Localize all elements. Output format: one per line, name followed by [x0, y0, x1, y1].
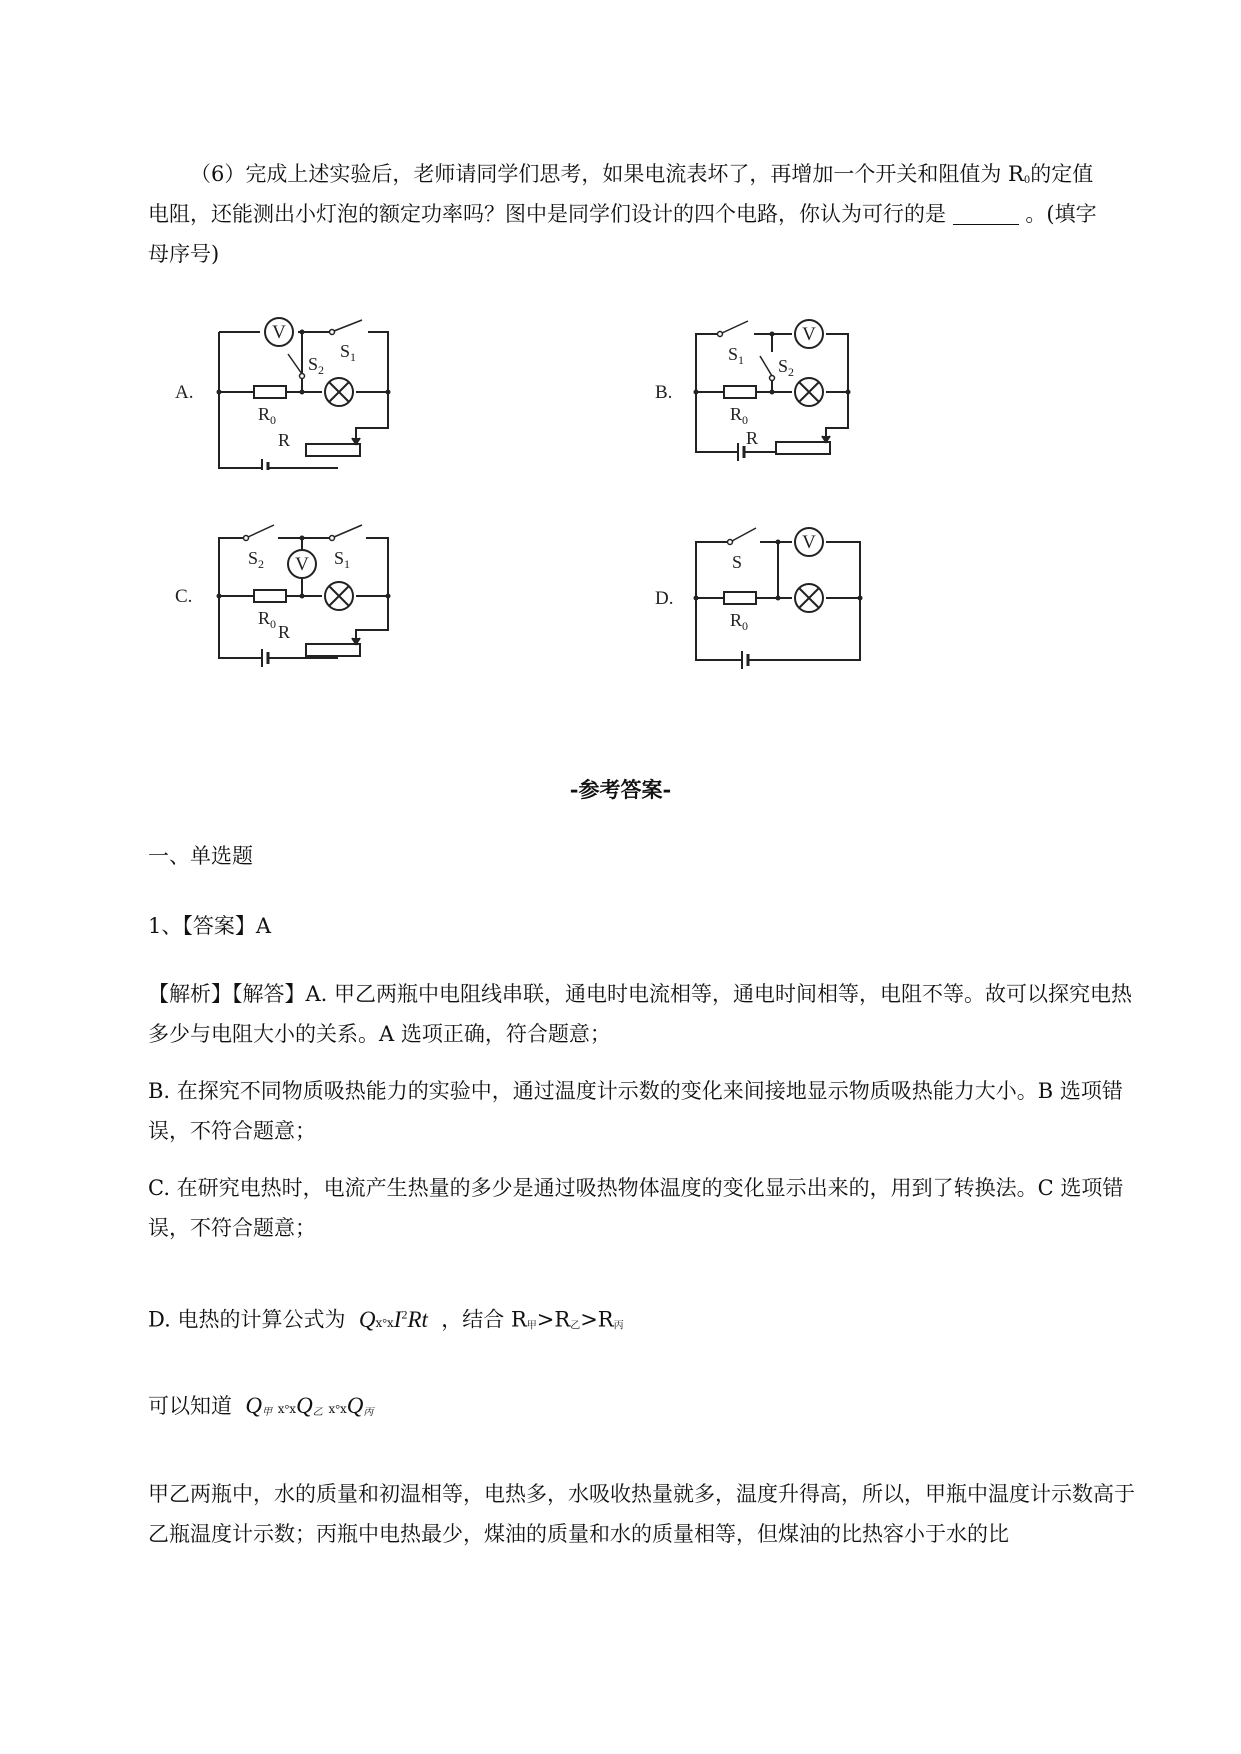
resistor-r0-label: $R_0$: [258, 404, 277, 427]
answer-blank: [953, 200, 1019, 225]
resistor-r0-label: $R_0$: [258, 608, 277, 631]
q1-answer: 1、【答案】A: [148, 914, 272, 938]
conclusion: 甲乙两瓶中，水的质量和初温相等，电热多，水吸收热量就多，温度升得高，所以，甲瓶中温度计示数高于乙瓶温度计示数；丙瓶中电热最少，煤油的质量和水的质量相等，但煤油的比热容小于水的比: [148, 1482, 1135, 1546]
switch-s-label: S: [732, 552, 743, 572]
resistor-r0-label: $R_0$: [730, 404, 749, 427]
answers-title: -参考答案-: [569, 777, 672, 802]
q-relation: $Q_甲$ $ⅹ^\circ ⅹQ_乙$ $ⅹ^\circ ⅹQ_丙$: [245, 1393, 374, 1418]
circuit-b: [650, 316, 910, 476]
circuit-b-label: B.: [655, 382, 673, 403]
analysis-c: C. 在研究电热时，电流产生热量的多少是通过吸热物体温度的变化显示出来的，用到了转换法。C 选项错误，不符合题意；: [148, 1176, 1124, 1240]
section-heading: 一、单选题: [148, 844, 253, 868]
circuit-c: [170, 520, 430, 680]
analysis-d: D. 电热的计算公式为 $Qⅹ^\circ ⅹI^2Rt$ ，结合 $R_甲>R_乙>R_丙$: [148, 1306, 624, 1332]
question6-line3: 母序号): [148, 242, 220, 266]
rheostat-r-label: R: [278, 622, 291, 642]
rheostat-r-label: R: [278, 430, 291, 450]
voltmeter-label: V: [295, 554, 309, 575]
analysis-a: 【解析】【解答】A. 甲乙两瓶中电阻线串联，通电时电流相等，通电时间相等，电阻不等。故可以探究电热多少与电阻大小的关系。A 选项正确，符合题意；: [148, 982, 1133, 1046]
voltmeter-label: V: [802, 324, 816, 345]
voltmeter-label: V: [272, 322, 286, 343]
circuit-c-label: C.: [175, 586, 193, 607]
switch-s2-label: $S_2$: [778, 356, 795, 379]
question6-line2: 电阻，还能测出小灯泡的额定功率吗？图中是同学们设计的四个电路，你认为可行的是 。(填字: [148, 202, 1097, 226]
circuit-d: [650, 520, 910, 680]
switch-s1-label: $S_1$: [334, 548, 351, 571]
circuit-a-label: A.: [175, 382, 194, 403]
switch-s1-label: $S_1$: [340, 341, 357, 364]
circuit-a: [170, 310, 430, 470]
formula: $Qⅹ^\circ ⅹI^2Rt$: [358, 1306, 428, 1332]
switch-s2-label: $S_2$: [308, 354, 325, 377]
question6-line1: （6）完成上述实验后，老师请同学们思考，如果电流表坏了，再增加一个开关和阻值为 $R_0$的定值: [190, 162, 1094, 186]
know-line: 可以知道 $Q_甲$ $ⅹ^\circ ⅹQ_乙$ $ⅹ^\circ ⅹQ_丙$: [148, 1393, 374, 1418]
rheostat-r-label: R: [746, 428, 759, 448]
switch-s2-label: $S_2$: [248, 548, 265, 571]
resistor-r0-label: $R_0$: [730, 610, 749, 633]
circuit-d-label: D.: [655, 588, 674, 609]
analysis-b: B. 在探究不同物质吸热能力的实验中，通过温度计示数的变化来间接地显示物质吸热能力大小。B 选项错误，不符合题意；: [148, 1079, 1123, 1143]
voltmeter-label: V: [802, 532, 816, 553]
switch-s1-label: $S_1$: [728, 344, 745, 367]
